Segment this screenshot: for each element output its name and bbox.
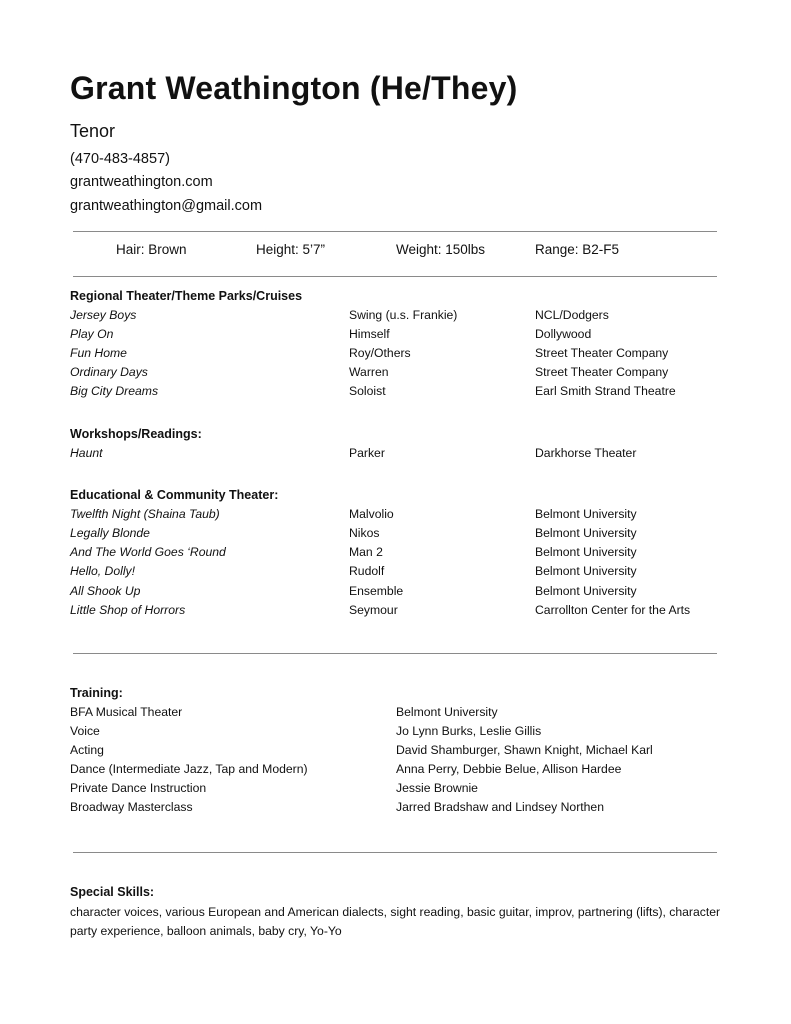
venue: Street Theater Company — [535, 346, 669, 360]
show-title: Haunt — [70, 446, 103, 460]
credit-row — [0, 346, 791, 364]
credit-row — [0, 526, 791, 544]
training-teacher: Jarred Bradshaw and Lindsey Northen — [396, 800, 604, 814]
section-heading-training: Training: — [70, 686, 123, 700]
training-row — [0, 781, 791, 799]
phone-number: (470-483-4857) — [70, 151, 170, 167]
venue: Street Theater Company — [535, 365, 669, 379]
skills-text: character voices, various European and American dialects, sight reading, basic guitar, improv, partnering (lifts), character party experience, balloon animals, baby cry, Yo-Yo — [70, 905, 721, 938]
show-title: And The World Goes ‘Round — [70, 545, 226, 559]
divider — [73, 276, 717, 277]
stat-height: Height: 5’7” — [256, 242, 326, 257]
role: Warren — [349, 365, 389, 379]
role: Roy/Others — [349, 346, 411, 360]
section-heading-educational: Educational & Community Theater: — [70, 488, 279, 502]
section-heading-skills: Special Skills: — [70, 885, 155, 899]
training-subject: BFA Musical Theater — [70, 705, 183, 719]
role: Himself — [349, 327, 390, 341]
venue: Dollywood — [535, 327, 592, 341]
training-teacher: Anna Perry, Debbie Belue, Allison Hardee — [396, 762, 622, 776]
website-link[interactable]: grantweathington.com — [70, 174, 213, 190]
role: Man 2 — [349, 545, 383, 559]
credit-row — [0, 507, 791, 525]
credit-row — [0, 545, 791, 563]
training-subject: Dance (Intermediate Jazz, Tap and Modern) — [70, 762, 308, 776]
venue: NCL/Dodgers — [535, 308, 609, 322]
credit-row — [0, 308, 791, 326]
role: Soloist — [349, 384, 386, 398]
divider — [73, 653, 717, 654]
training-subject: Acting — [70, 743, 104, 757]
training-subject: Private Dance Instruction — [70, 781, 207, 795]
credit-row — [0, 327, 791, 345]
training-teacher: Jessie Brownie — [396, 781, 478, 795]
show-title: Little Shop of Horrors — [70, 603, 186, 617]
section-heading-regional: Regional Theater/Theme Parks/Cruises — [70, 289, 303, 303]
venue: Belmont University — [535, 584, 637, 598]
email-link[interactable]: grantweathington@gmail.com — [70, 198, 263, 214]
show-title: Big City Dreams — [70, 384, 159, 398]
training-row — [0, 743, 791, 761]
stat-weight: Weight: 150lbs — [396, 242, 486, 257]
training-subject: Broadway Masterclass — [70, 800, 193, 814]
role: Seymour — [349, 603, 398, 617]
credit-row — [0, 446, 791, 464]
training-teacher: Belmont University — [396, 705, 498, 719]
credit-row — [0, 564, 791, 582]
venue: Belmont University — [535, 507, 637, 521]
show-title: Ordinary Days — [70, 365, 148, 379]
venue: Belmont University — [535, 526, 637, 540]
voice-type: Tenor — [70, 121, 116, 141]
role: Parker — [349, 446, 385, 460]
venue: Darkhorse Theater — [535, 446, 637, 460]
credit-row — [0, 584, 791, 602]
show-title: Legally Blonde — [70, 526, 150, 540]
show-title: Twelfth Night (Shaina Taub) — [70, 507, 220, 521]
training-teacher: David Shamburger, Shawn Knight, Michael Karl — [396, 743, 653, 757]
venue: Carrollton Center for the Arts — [535, 603, 691, 617]
credit-row — [0, 384, 791, 402]
divider — [73, 852, 717, 853]
role: Ensemble — [349, 584, 404, 598]
role: Rudolf — [349, 564, 385, 578]
venue: Earl Smith Strand Theatre — [535, 384, 676, 398]
venue: Belmont University — [535, 564, 637, 578]
training-teacher: Jo Lynn Burks, Leslie Gillis — [396, 724, 542, 738]
role: Swing (u.s. Frankie) — [349, 308, 458, 322]
divider — [73, 231, 717, 232]
venue: Belmont University — [535, 545, 637, 559]
show-title: All Shook Up — [70, 584, 141, 598]
credit-row — [0, 365, 791, 383]
resume-name: Grant Weathington (He/They) — [70, 70, 518, 106]
show-title: Play On — [70, 327, 114, 341]
training-subject: Voice — [70, 724, 100, 738]
stat-range: Range: B2-F5 — [535, 242, 620, 257]
training-row — [0, 762, 791, 780]
training-row — [0, 705, 791, 723]
stat-hair: Hair: Brown — [116, 242, 187, 257]
show-title: Hello, Dolly! — [70, 564, 136, 578]
show-title: Fun Home — [70, 346, 127, 360]
show-title: Jersey Boys — [70, 308, 137, 322]
role: Malvolio — [349, 507, 394, 521]
role: Nikos — [349, 526, 380, 540]
section-heading-workshops: Workshops/Readings: — [70, 427, 202, 441]
credit-row — [0, 603, 791, 621]
training-row — [0, 724, 791, 742]
training-row — [0, 800, 791, 818]
